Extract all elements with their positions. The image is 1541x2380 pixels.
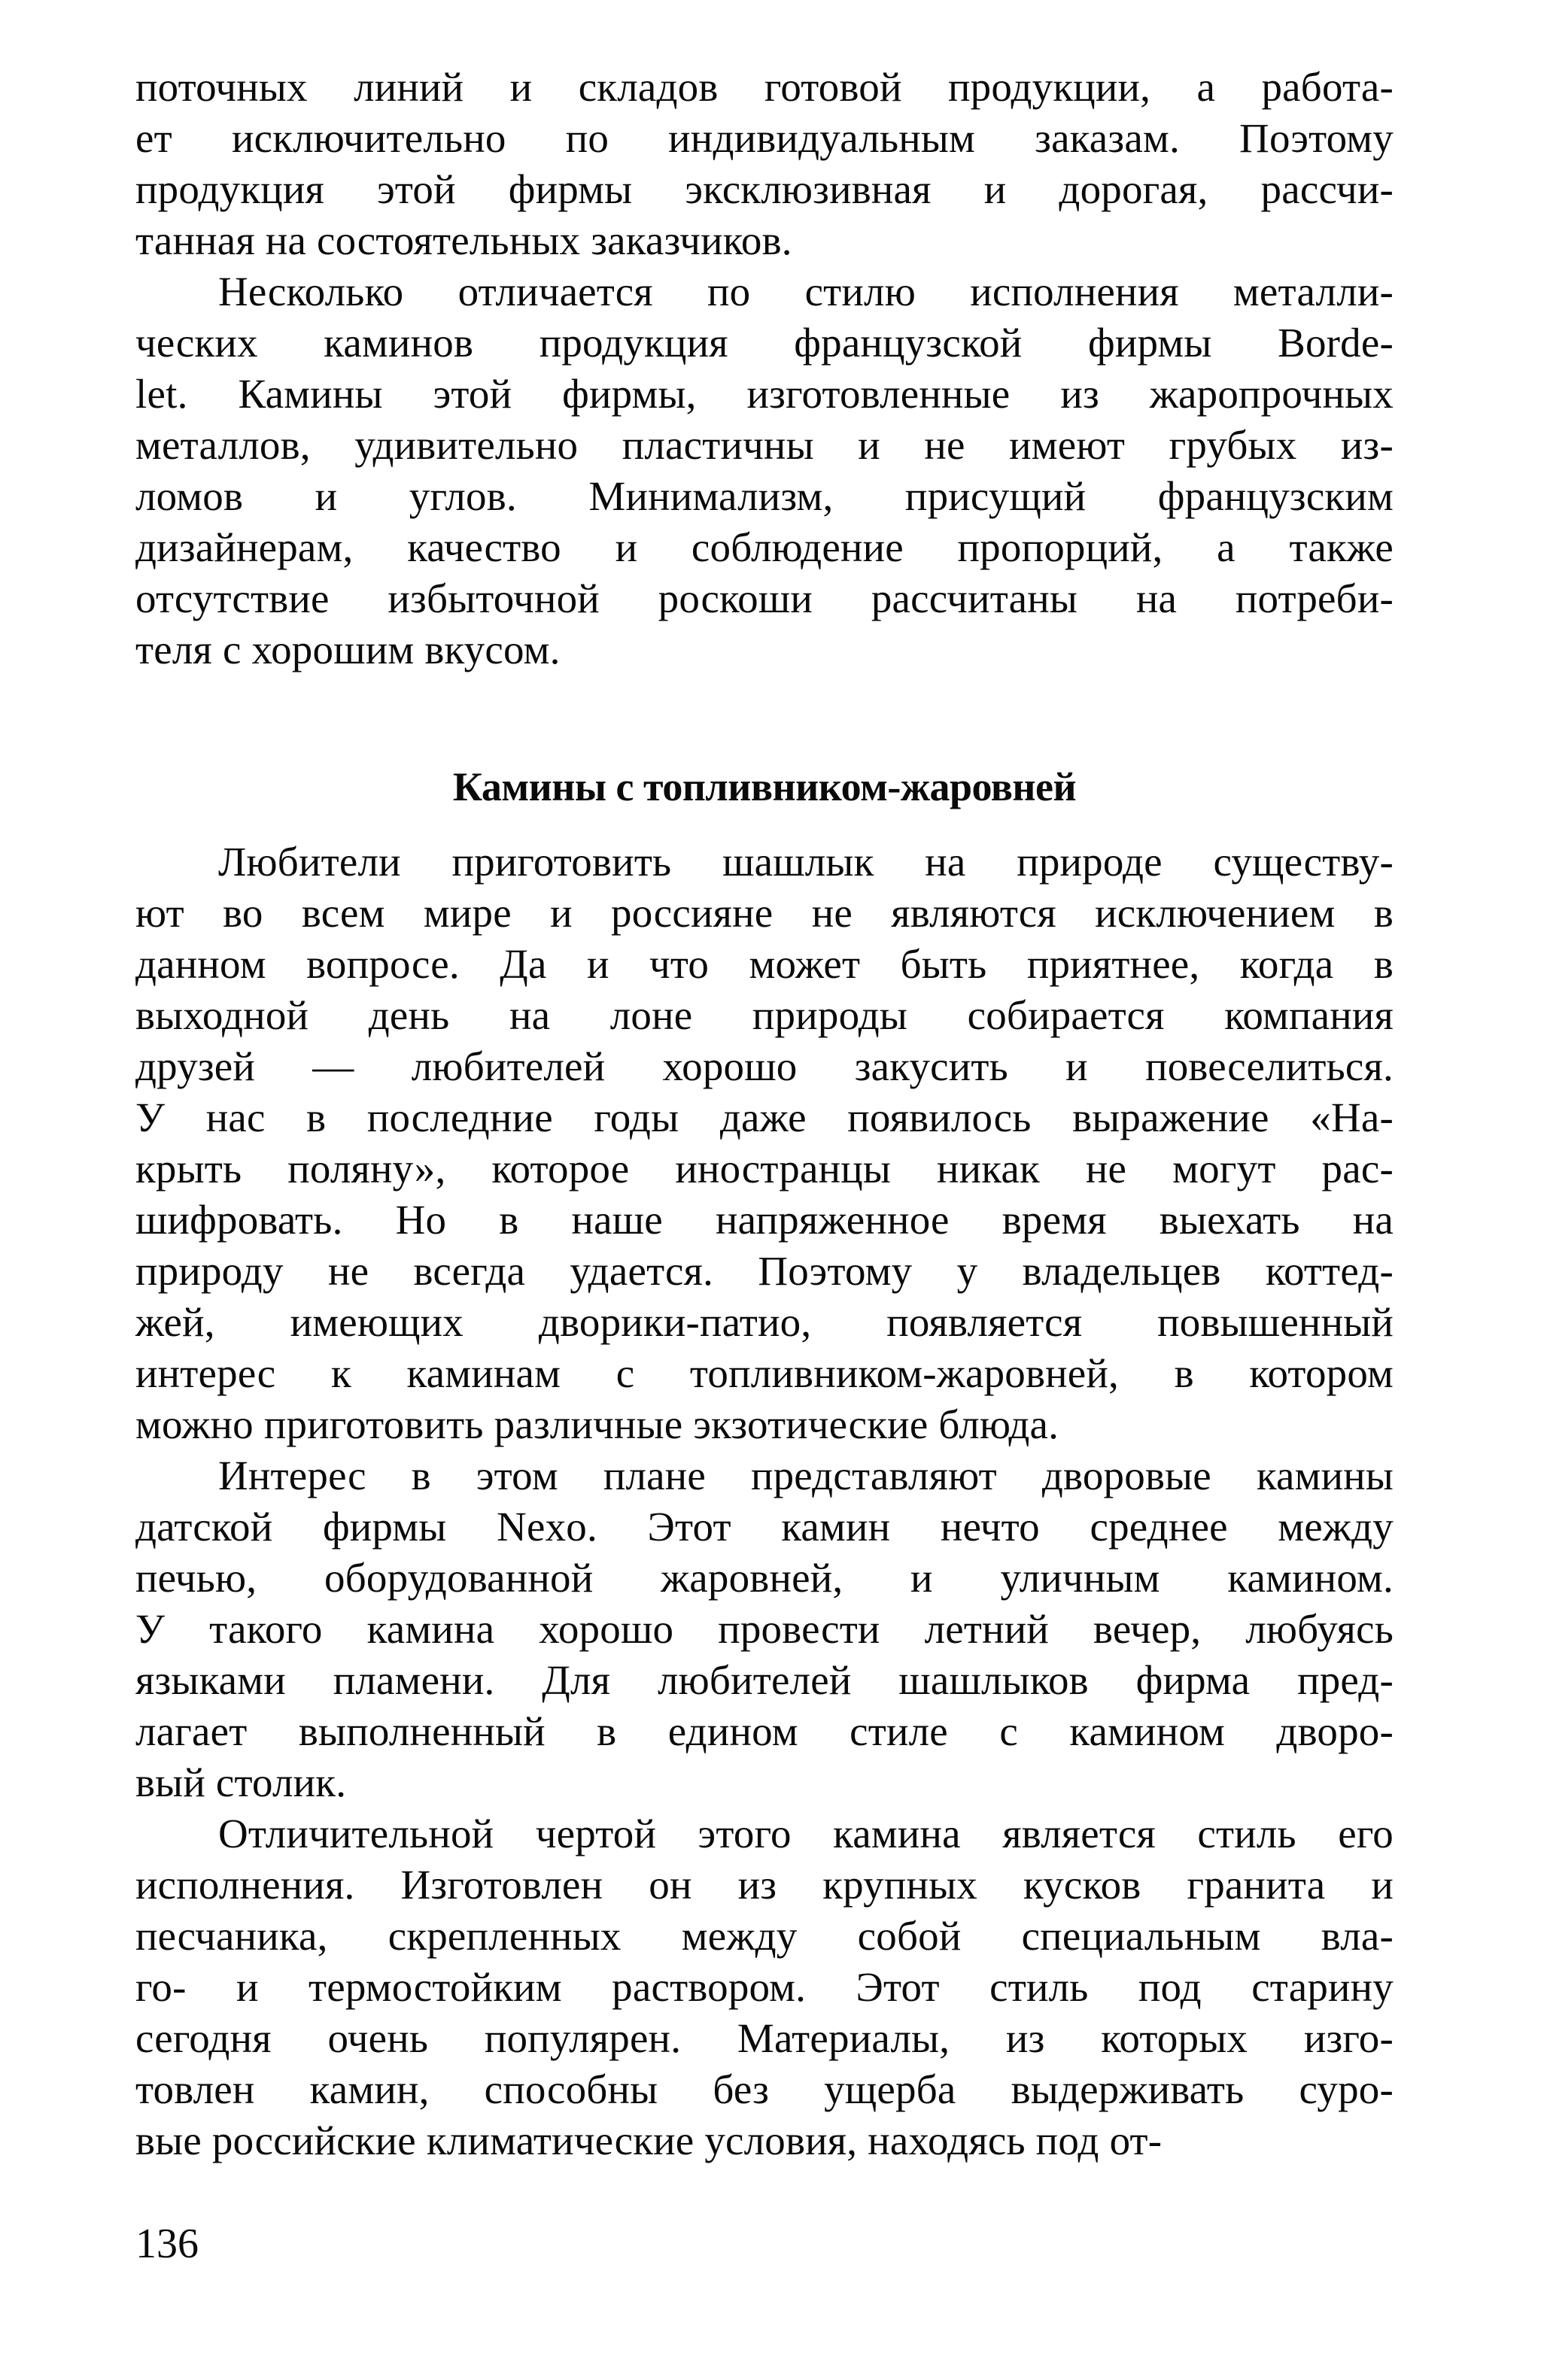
text-line: танная на состоятельных заказчиков. <box>135 217 792 263</box>
text-line: данном вопросе. Да и что может быть приятнее, когда в <box>135 941 1394 987</box>
text-line: ломов и углов. Минимализм, присущий французским <box>135 473 1394 519</box>
text-line: датской фирмы Nexo. Этот камин нечто среднее между <box>135 1504 1394 1550</box>
paragraph <box>135 1450 1394 1808</box>
text-line: металлов, удивительно пластичны и не имеют грубых из- <box>135 422 1394 468</box>
text-line: товлен камин, способны без ущерба выдерживать суро- <box>135 2066 1394 2112</box>
text-line: языками пламени. Для любителей шашлыков фирма пред- <box>135 1657 1394 1703</box>
text-line: можно приготовить различные экзотические блюда. <box>135 1401 1059 1447</box>
section-text <box>135 836 1394 2166</box>
text-line: печью, оборудованной жаровней, и уличным камином. <box>135 1555 1394 1601</box>
text-line: сегодня очень популярен. Материалы, из которых изго- <box>135 2015 1394 2061</box>
text-line: let. Камины этой фирмы, изготовленные из жаропрочных <box>135 371 1394 417</box>
text-line: дизайнерам, качество и соблюдение пропорций, а также <box>135 524 1394 570</box>
page-number: 136 <box>135 2221 199 2267</box>
text-line: вый столик. <box>135 1759 347 1805</box>
text-line: го- и термостойким раствором. Этот стиль под старину <box>135 1964 1394 2010</box>
text-line: крыть поляну», которое иностранцы никак не могут рас- <box>135 1146 1394 1192</box>
text-line: теля с хорошим вкусом. <box>135 627 561 672</box>
text-line: ют во всем мире и россияне не являются исключением в <box>135 890 1394 936</box>
text-line: жей, имеющих дворики-патио, появляется повышенный <box>135 1299 1394 1345</box>
paragraph <box>135 266 1394 675</box>
text-line: Несколько отличается по стилю исполнения металли- <box>218 269 1394 314</box>
text-line: отсутствие избыточной роскоши рассчитаны на потреби- <box>135 575 1394 621</box>
intro-text <box>135 62 1394 675</box>
paragraph <box>135 1808 1394 2166</box>
text-line: песчаника, скрепленных между собой специальным вла- <box>135 1913 1394 1959</box>
text-line: Отличительной чертой этого камина является стиль его <box>218 1811 1394 1856</box>
text-line: ет исключительно по индивидуальным заказам. Поэтому <box>135 115 1394 161</box>
text-line: лагает выполненный в едином стиле с камином дворо- <box>135 1708 1394 1754</box>
text-line: Интерес в этом плане представляют дворовые камины <box>218 1453 1394 1498</box>
text-line: продукция этой фирмы эксклюзивная и дорогая, рассчи- <box>135 166 1394 212</box>
text-line: друзей — любителей хорошо закусить и повеселиться. <box>135 1043 1394 1089</box>
section-heading: Камины с топливником-жаровней <box>452 764 1077 809</box>
text-line: исполнения. Изготовлен он из крупных кусков гранита и <box>135 1862 1394 1908</box>
paragraph <box>135 836 1394 1450</box>
text-line: выходной день на лоне природы собирается компания <box>135 992 1394 1038</box>
text-line: поточных линий и складов готовой продукции, а работа- <box>135 64 1394 110</box>
text-line: вые российские климатические условия, находясь под от- <box>135 2117 1163 2163</box>
text-line: интерес к каминам с топливником-жаровней, в котором <box>135 1350 1394 1396</box>
text-line: У такого камина хорошо провести летний вечер, любуясь <box>135 1606 1394 1652</box>
text-line: шифровать. Но в наше напряженное время выехать на <box>135 1197 1394 1243</box>
text-line: ческих каминов продукция французской фирмы Borde- <box>135 320 1394 366</box>
text-line: Любители приготовить шашлык на природе существу- <box>218 839 1394 885</box>
paragraph <box>135 62 1394 266</box>
text-line: природу не всегда удается. Поэтому у владельцев коттед- <box>135 1248 1394 1294</box>
text-line: У нас в последние годы даже появилось выражение «На- <box>135 1094 1394 1140</box>
